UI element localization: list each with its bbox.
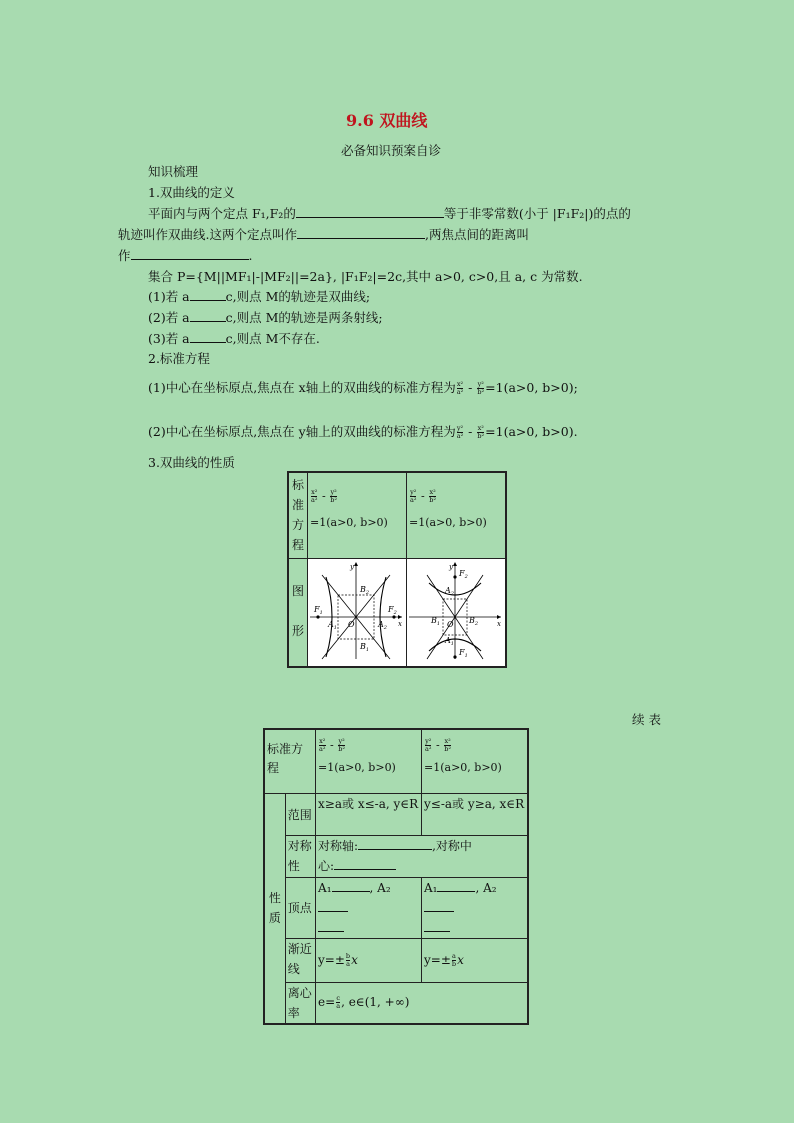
fraction-x2-b2: $\frac{\text{x²}}{\text{b²}}$	[477, 424, 485, 440]
eccentricity-value: e= $\frac{c}{a}$ , e∈(1, +∞)	[316, 982, 528, 1024]
svg-text:B1: $B_1$	[360, 641, 370, 653]
label-symmetry: 对称性	[285, 835, 315, 877]
svg-text:F2: $F_2$	[458, 568, 468, 580]
heading-definition: 1.双曲线的定义	[148, 185, 235, 200]
label-properties: 性 质	[264, 793, 285, 1024]
definition-text-c: 轨迹叫作双曲线.这两个定点叫作	[118, 227, 297, 242]
hyperbola-y-graph	[407, 559, 503, 663]
equation-1-text: (1)中心在坐标原点,焦点在 x轴上的双曲线的标准方程为	[148, 380, 456, 395]
fraction-y2-b2: $\frac{\text{y²}}{\text{b²}}$	[477, 380, 485, 396]
definition-line-2	[118, 225, 529, 243]
page-subtitle: 必备知识预案自诊	[341, 143, 442, 158]
equation-y-focus: $\frac{\text{y²}}{\text{a²}}$ - $\frac{\text{x²}}{\text{b²}}$ =1(a>0, b>0)	[406, 472, 506, 558]
properties-table	[263, 728, 529, 1025]
label-std-equation: 标准方程	[264, 729, 316, 793]
condition-3-b: c,则点 M不存在.	[225, 331, 320, 346]
condition-3-a: (3)若 a	[148, 331, 190, 346]
page-title: 9.6 双曲线	[346, 111, 428, 130]
blank-1	[296, 205, 444, 218]
condition-2-b: c,则点 M的轨迹是两条射线;	[225, 310, 383, 325]
std-equation-y: $\frac{\text{y²}}{\text{a²}}$ - $\frac{\text{x²}}{\text{b²}}$ =1(a>0, b>0)	[422, 729, 529, 793]
svg-text:A1: $A_1$	[444, 635, 454, 647]
continued-label: 续 表	[632, 712, 661, 727]
label-vertex: 顶点	[285, 877, 315, 938]
equation-line-1: (1)中心在坐标原点,焦点在 x轴上的双曲线的标准方程为 $\frac{\text{x²}}{\text{a²}}$ - $\frac{\text{y²}}{\text{b²}}$ =1(a>0, b>0);	[148, 380, 578, 396]
svg-text:O: O	[348, 619, 355, 629]
svg-text:A2: $A_2$	[444, 585, 454, 597]
heading-properties: 3.双曲线的性质	[148, 455, 235, 470]
condition-3	[148, 329, 320, 347]
definition-line-3	[118, 246, 253, 264]
hyperbola-x-graph	[308, 559, 404, 663]
graph-y-axis-hyperbola	[406, 558, 506, 667]
svg-text:B2: $B_2$	[360, 584, 370, 596]
equation-2-condition: =1(a>0, b>0).	[485, 424, 578, 439]
svg-text:O: O	[446, 619, 454, 629]
svg-text:F2: $F_2$	[388, 604, 397, 616]
label-eccentricity: 离心率	[285, 982, 315, 1024]
vertex-y: A₁ , A₂	[422, 877, 529, 938]
section-heading: 知识梳理	[148, 164, 199, 179]
condition-1-a: (1)若 a	[148, 289, 190, 304]
range-x: x≥a或 x≤-a, y∈R	[316, 793, 422, 835]
svg-text:A1: $A_1$	[328, 619, 337, 631]
blank-c1	[190, 288, 226, 301]
definition-text-d: ,两焦点间的距离叫	[424, 227, 529, 242]
set-definition: 集合 P={M||MF₁|-|MF₂||=2a}, |F₁F₂|=2c,其中 a>0, c>0,且 a, c 为常数.	[148, 269, 583, 284]
definition-text-e: 作	[118, 248, 131, 263]
svg-text:x: x	[398, 619, 402, 628]
definition-text-b: 等于非零常数(小于 |F₁F₂|)的点的	[443, 206, 631, 221]
std-equation-x: $\frac{\text{x²}}{\text{a²}}$ - $\frac{\text{y²}}{\text{b²}}$ =1(a>0, b>0)	[316, 729, 422, 793]
svg-text:B1: $B_1$	[430, 615, 441, 627]
svg-text:F1: $F_1$	[458, 647, 468, 659]
standard-form-table	[287, 471, 507, 668]
fraction-x2-a2: $\frac{\text{x²}}{\text{a²}}$	[456, 380, 464, 396]
symmetry-value: 对称轴: ,对称中 心:	[316, 835, 528, 877]
label-graph: 图 形	[288, 558, 308, 667]
blank-c2	[190, 309, 226, 322]
definition-text-f: .	[248, 248, 253, 263]
equation-line-2: (2)中心在坐标原点,焦点在 y轴上的双曲线的标准方程为 $\frac{\text{y²}}{\text{a²}}$ - $\frac{\text{x²}}{\text{b²}}$ =1(a>0, b>0).	[148, 424, 578, 440]
heading-standard-equation: 2.标准方程	[148, 351, 210, 366]
range-y: y≤-a或 y≥a, x∈R	[422, 793, 529, 835]
asymptote-y: y=± $\frac{a}{b}$ x	[422, 938, 529, 982]
blank-c3	[190, 330, 226, 343]
condition-1	[148, 287, 370, 305]
condition-2	[148, 308, 383, 326]
fraction-y2-a2: $\frac{\text{y²}}{\text{a²}}$	[456, 424, 464, 440]
svg-text:x: x	[496, 619, 501, 628]
equation-x-focus: $\frac{\text{x²}}{\text{a²}}$ - $\frac{\text{y²}}{\text{b²}}$ =1(a>0, b>0)	[308, 472, 407, 558]
graph-x-axis-hyperbola	[308, 558, 407, 667]
svg-text:y: y	[448, 562, 453, 571]
equation-1-condition: =1(a>0, b>0);	[485, 380, 578, 395]
blank-2	[297, 226, 425, 239]
definition-text-a: 平面内与两个定点 F₁,F₂的	[148, 206, 296, 221]
equation-2-text: (2)中心在坐标原点,焦点在 y轴上的双曲线的标准方程为	[148, 424, 456, 439]
condition-1-b: c,则点 M的轨迹是双曲线;	[225, 289, 371, 304]
label-range: 范围	[285, 793, 315, 835]
label-standard-equation: 标 准 方 程	[288, 472, 308, 558]
svg-text:B2: $B_2$	[468, 615, 479, 627]
definition-line-1	[148, 204, 631, 222]
svg-text:y: y	[350, 562, 354, 571]
condition-2-a: (2)若 a	[148, 310, 190, 325]
asymptote-x: y=± $\frac{b}{a}$ x	[316, 938, 422, 982]
svg-text:A2: $A_2$	[378, 619, 387, 631]
label-asymptote: 渐近线	[285, 938, 315, 982]
blank-3	[131, 247, 249, 260]
svg-text:F1: $F_1$	[314, 604, 323, 616]
vertex-x: A₁ , A₂	[316, 877, 422, 938]
